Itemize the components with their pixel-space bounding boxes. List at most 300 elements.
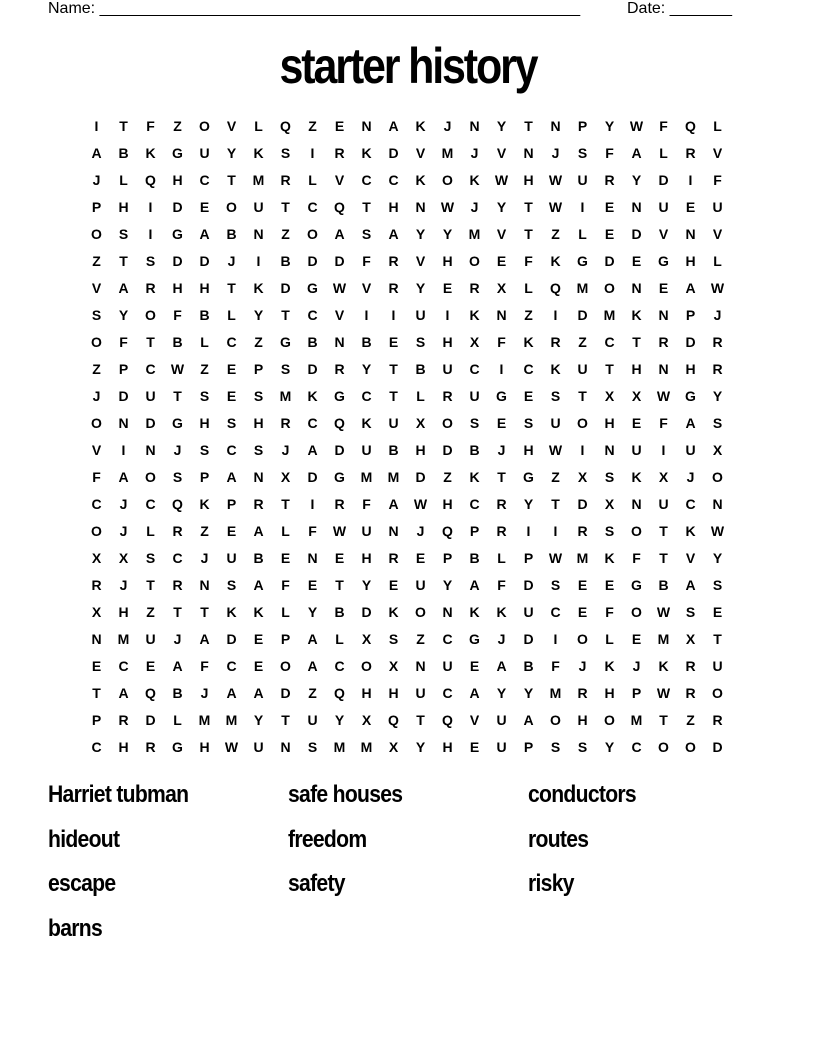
grid-letter: A: [469, 684, 480, 701]
grid-letter: Z: [578, 333, 587, 350]
grid-letter: X: [388, 738, 399, 755]
grid-letter: M: [198, 711, 211, 728]
grid-letter: U: [226, 549, 237, 566]
grid-letter: U: [145, 630, 156, 647]
grid-letter: A: [334, 225, 345, 242]
grid-letter: B: [172, 684, 183, 701]
grid-letter: C: [469, 360, 480, 377]
grid-letter: O: [145, 468, 156, 485]
grid-letter: H: [442, 333, 453, 350]
grid-letter: S: [145, 252, 156, 269]
grid-letter: T: [227, 171, 236, 188]
grid-letter: T: [281, 711, 290, 728]
grid-letter: E: [280, 549, 291, 566]
date-label: Date:: [627, 0, 666, 17]
grid-letter: D: [334, 441, 345, 458]
grid-letter: O: [604, 279, 615, 296]
grid-letter: T: [632, 333, 641, 350]
grid-letter: R: [388, 279, 399, 296]
grid-letter: C: [145, 360, 156, 377]
grid-letter: I: [553, 522, 558, 539]
grid-letter: R: [550, 333, 561, 350]
grid-letter: T: [524, 225, 533, 242]
grid-letter: Z: [416, 630, 425, 647]
grid-letter: E: [388, 576, 399, 593]
grid-letter: D: [280, 684, 291, 701]
grid-letter: L: [227, 306, 236, 323]
grid-letter: J: [470, 198, 479, 215]
grid-letter: U: [658, 495, 669, 512]
grid-letter: S: [307, 738, 318, 755]
grid-letter: G: [577, 252, 588, 269]
grid-letter: O: [577, 414, 588, 431]
grid-letter: D: [118, 387, 129, 404]
grid-letter: P: [199, 468, 210, 485]
grid-letter: B: [523, 657, 534, 674]
grid-letter: R: [118, 711, 129, 728]
grid-letter: X: [604, 495, 615, 512]
grid-letter: F: [497, 576, 506, 593]
grid-letter: M: [387, 468, 400, 485]
grid-letter: U: [712, 657, 723, 674]
grid-letter: U: [361, 522, 372, 539]
grid-letter: D: [388, 144, 399, 161]
grid-letter: Y: [253, 711, 264, 728]
grid-letter: M: [117, 630, 130, 647]
grid-letter: O: [280, 657, 291, 674]
grid-letter: S: [550, 387, 561, 404]
grid-letter: C: [145, 495, 156, 512]
grid-letter: V: [334, 171, 345, 188]
grid-letter: A: [523, 711, 534, 728]
grid-letter: U: [145, 387, 156, 404]
grid-letter: Y: [334, 711, 345, 728]
grid-letter: K: [469, 171, 480, 188]
grid-letter: H: [523, 441, 534, 458]
grid-letter: J: [416, 522, 425, 539]
grid-letter: R: [334, 495, 345, 512]
grid-letter: G: [496, 387, 507, 404]
grid-letter: E: [415, 549, 426, 566]
grid-letter: K: [253, 279, 264, 296]
grid-letter: E: [496, 252, 507, 269]
grid-letter: T: [713, 630, 722, 647]
grid-letter: T: [119, 117, 128, 134]
grid-letter: T: [362, 198, 371, 215]
grid-letter: R: [496, 495, 507, 512]
grid-letter: H: [415, 441, 426, 458]
grid-letter: U: [496, 738, 507, 755]
grid-letter: I: [391, 306, 396, 323]
grid-letter: A: [253, 684, 264, 701]
grid-letter: M: [225, 711, 238, 728]
grid-letter: H: [172, 171, 183, 188]
grid-letter: S: [604, 468, 615, 485]
grid-letter: J: [227, 252, 236, 269]
grid-letter: L: [254, 117, 263, 134]
grid-letter: O: [442, 171, 453, 188]
grid-letter: H: [199, 738, 210, 755]
grid-letter: R: [442, 387, 453, 404]
grid-letter: O: [685, 738, 696, 755]
grid-letter: K: [523, 333, 534, 350]
grid-letter: Y: [496, 198, 507, 215]
grid-letter: U: [496, 711, 507, 728]
grid-letter: W: [548, 198, 563, 215]
grid-letter: H: [172, 279, 183, 296]
grid-letter: Y: [712, 549, 723, 566]
grid-letter: O: [91, 522, 102, 539]
grid-letter: O: [631, 603, 642, 620]
grid-letter: F: [524, 252, 533, 269]
grid-letter: S: [226, 576, 237, 593]
grid-letter: W: [548, 549, 563, 566]
grid-letter: T: [173, 387, 182, 404]
grid-letter: B: [253, 549, 264, 566]
grid-letter: V: [712, 225, 723, 242]
grid-letter: Q: [172, 495, 183, 512]
grid-letter: T: [281, 495, 290, 512]
grid-letter: J: [497, 630, 506, 647]
word-bank-item: barns: [48, 914, 102, 942]
grid-letter: E: [442, 279, 453, 296]
grid-letter: U: [415, 306, 426, 323]
grid-letter: I: [580, 198, 585, 215]
grid-letter: L: [578, 225, 587, 242]
grid-letter: T: [146, 333, 155, 350]
grid-letter: B: [388, 441, 399, 458]
grid-letter: K: [469, 306, 480, 323]
grid-letter: P: [253, 360, 264, 377]
letter-grid: [83, 112, 731, 760]
grid-letter: N: [442, 603, 453, 620]
grid-letter: K: [469, 603, 480, 620]
grid-letter: U: [469, 387, 480, 404]
grid-letter: G: [172, 414, 183, 431]
grid-letter: T: [551, 495, 560, 512]
grid-letter: S: [604, 522, 615, 539]
grid-letter: H: [199, 279, 210, 296]
grid-letter: C: [226, 333, 237, 350]
grid-letter: N: [334, 333, 345, 350]
grid-letter: U: [712, 198, 723, 215]
grid-letter: E: [91, 657, 102, 674]
grid-letter: W: [656, 603, 671, 620]
grid-letter: C: [631, 738, 642, 755]
grid-letter: U: [658, 198, 669, 215]
grid-letter: O: [550, 711, 561, 728]
grid-letter: L: [335, 630, 344, 647]
grid-letter: X: [685, 630, 696, 647]
grid-letter: V: [334, 306, 345, 323]
grid-letter: A: [253, 522, 264, 539]
grid-letter: A: [199, 225, 210, 242]
grid-letter: Z: [92, 360, 101, 377]
grid-letter: N: [415, 198, 426, 215]
grid-letter: M: [657, 630, 670, 647]
grid-letter: O: [442, 414, 453, 431]
grid-letter: U: [361, 441, 372, 458]
grid-letter: A: [469, 576, 480, 593]
grid-letter: W: [413, 495, 428, 512]
grid-letter: V: [712, 144, 723, 161]
grid-letter: B: [118, 144, 129, 161]
grid-letter: U: [442, 657, 453, 674]
grid-letter: K: [604, 549, 615, 566]
grid-letter: G: [172, 738, 183, 755]
grid-letter: R: [334, 360, 345, 377]
grid-letter: J: [119, 495, 128, 512]
grid-letter: E: [631, 252, 642, 269]
grid-letter: S: [199, 387, 210, 404]
grid-letter: H: [118, 738, 129, 755]
grid-letter: L: [659, 144, 668, 161]
grid-letter: N: [91, 630, 102, 647]
grid-letter: O: [91, 333, 102, 350]
grid-letter: T: [335, 576, 344, 593]
grid-letter: U: [307, 711, 318, 728]
grid-letter: B: [307, 333, 318, 350]
grid-letter: I: [553, 630, 558, 647]
grid-letter: A: [631, 144, 642, 161]
grid-letter: R: [334, 144, 345, 161]
grid-letter: W: [440, 198, 455, 215]
grid-letter: I: [499, 360, 504, 377]
grid-letter: C: [307, 414, 318, 431]
grid-letter: D: [199, 252, 210, 269]
grid-letter: J: [497, 441, 506, 458]
grid-letter: A: [685, 414, 696, 431]
grid-letter: L: [281, 522, 290, 539]
grid-letter: R: [496, 522, 507, 539]
grid-letter: X: [415, 414, 426, 431]
grid-letter: L: [497, 549, 506, 566]
grid-letter: J: [470, 144, 479, 161]
grid-letter: O: [577, 630, 588, 647]
word-bank-item: risky: [528, 870, 574, 897]
grid-letter: H: [361, 549, 372, 566]
grid-letter: P: [280, 630, 291, 647]
grid-letter: Y: [631, 171, 642, 188]
grid-letter: Q: [388, 711, 399, 728]
grid-letter: Y: [253, 306, 264, 323]
grid-letter: N: [307, 549, 318, 566]
grid-letter: Z: [443, 468, 452, 485]
grid-letter: I: [553, 306, 558, 323]
grid-letter: I: [661, 441, 666, 458]
grid-letter: D: [577, 306, 588, 323]
date-field: [627, 0, 732, 18]
grid-letter: C: [91, 738, 102, 755]
grid-letter: R: [91, 576, 102, 593]
grid-letter: H: [199, 414, 210, 431]
grid-letter: X: [631, 387, 642, 404]
grid-letter: C: [307, 198, 318, 215]
grid-letter: N: [631, 198, 642, 215]
grid-letter: O: [712, 468, 723, 485]
grid-letter: B: [172, 333, 183, 350]
grid-letter: W: [170, 360, 185, 377]
grid-letter: K: [550, 252, 561, 269]
grid-letter: N: [523, 144, 534, 161]
grid-letter: A: [388, 495, 399, 512]
grid-letter: B: [199, 306, 210, 323]
grid-letter: E: [226, 360, 237, 377]
grid-letter: Y: [415, 279, 426, 296]
grid-letter: S: [199, 441, 210, 458]
grid-letter: F: [659, 414, 668, 431]
grid-letter: J: [92, 387, 101, 404]
grid-letter: D: [307, 252, 318, 269]
grid-letter: C: [226, 441, 237, 458]
grid-letter: Z: [686, 711, 695, 728]
grid-letter: T: [524, 117, 533, 134]
grid-letter: A: [118, 279, 129, 296]
grid-letter: K: [685, 522, 696, 539]
word-bank-item: freedom: [288, 825, 367, 853]
grid-letter: H: [442, 738, 453, 755]
grid-letter: C: [442, 684, 453, 701]
grid-letter: S: [685, 603, 696, 620]
grid-letter: C: [523, 360, 534, 377]
grid-letter: Q: [550, 279, 561, 296]
grid-letter: Y: [604, 117, 615, 134]
grid-letter: J: [119, 576, 128, 593]
grid-letter: B: [415, 360, 426, 377]
grid-letter: K: [496, 603, 507, 620]
grid-letter: V: [91, 441, 102, 458]
grid-letter: M: [630, 711, 643, 728]
grid-letter: S: [712, 576, 723, 593]
grid-letter: F: [632, 549, 641, 566]
grid-letter: Q: [442, 711, 453, 728]
grid-letter: Y: [118, 306, 129, 323]
grid-letter: T: [389, 387, 398, 404]
grid-letter: C: [199, 171, 210, 188]
grid-letter: K: [361, 414, 372, 431]
grid-letter: W: [548, 441, 563, 458]
grid-letter: V: [496, 225, 507, 242]
grid-letter: R: [712, 711, 723, 728]
grid-letter: K: [307, 387, 318, 404]
grid-letter: F: [308, 522, 317, 539]
grid-letter: S: [145, 549, 156, 566]
grid-letter: Z: [146, 603, 155, 620]
grid-letter: D: [361, 603, 372, 620]
grid-letter: Y: [604, 738, 615, 755]
grid-letter: S: [523, 414, 534, 431]
word-bank: [48, 778, 768, 956]
grid-letter: N: [199, 576, 210, 593]
grid-letter: I: [310, 144, 315, 161]
grid-letter: J: [200, 684, 209, 701]
grid-letter: V: [361, 279, 372, 296]
grid-letter: P: [91, 711, 102, 728]
grid-letter: I: [688, 171, 693, 188]
grid-letter: E: [307, 576, 318, 593]
grid-letter: O: [307, 225, 318, 242]
word-bank-item: routes: [528, 825, 589, 853]
grid-letter: O: [226, 198, 237, 215]
grid-letter: F: [173, 306, 182, 323]
grid-letter: W: [710, 279, 725, 296]
grid-letter: A: [172, 657, 183, 674]
grid-letter: D: [523, 576, 534, 593]
grid-letter: L: [308, 171, 317, 188]
grid-letter: Q: [334, 684, 345, 701]
grid-letter: S: [280, 144, 291, 161]
grid-letter: E: [577, 576, 588, 593]
grid-letter: A: [388, 225, 399, 242]
grid-letter: X: [577, 468, 588, 485]
grid-letter: B: [334, 603, 345, 620]
grid-letter: K: [145, 144, 156, 161]
grid-letter: H: [685, 360, 696, 377]
grid-letter: X: [469, 333, 480, 350]
grid-letter: P: [226, 495, 237, 512]
grid-letter: Y: [523, 684, 534, 701]
grid-letter: C: [604, 333, 615, 350]
grid-letter: S: [172, 468, 183, 485]
grid-letter: N: [469, 117, 480, 134]
grid-letter: I: [148, 198, 153, 215]
grid-letter: D: [658, 171, 669, 188]
grid-letter: Z: [308, 684, 317, 701]
grid-letter: G: [172, 144, 183, 161]
grid-letter: B: [361, 333, 372, 350]
grid-letter: N: [550, 117, 561, 134]
grid-letter: Y: [442, 225, 453, 242]
grid-letter: K: [469, 468, 480, 485]
grid-letter: U: [199, 144, 210, 161]
grid-letter: K: [658, 657, 669, 674]
grid-letter: T: [659, 549, 668, 566]
grid-letter: E: [334, 117, 345, 134]
grid-letter: R: [172, 522, 183, 539]
grid-letter: D: [523, 630, 534, 647]
grid-letter: X: [91, 603, 102, 620]
grid-letter: X: [658, 468, 669, 485]
grid-letter: D: [145, 711, 156, 728]
grid-letter: D: [172, 198, 183, 215]
grid-letter: X: [604, 387, 615, 404]
grid-letter: I: [256, 252, 261, 269]
grid-letter: W: [224, 738, 239, 755]
grid-letter: N: [631, 279, 642, 296]
grid-letter: J: [173, 630, 182, 647]
grid-letter: H: [442, 252, 453, 269]
grid-letter: D: [172, 252, 183, 269]
grid-letter: Y: [361, 360, 372, 377]
grid-letter: I: [121, 441, 126, 458]
grid-letter: E: [226, 522, 237, 539]
grid-letter: I: [310, 495, 315, 512]
grid-letter: W: [332, 522, 347, 539]
grid-letter: A: [253, 576, 264, 593]
grid-letter: E: [226, 387, 237, 404]
grid-letter: W: [656, 684, 671, 701]
grid-letter: I: [364, 306, 369, 323]
grid-letter: F: [281, 576, 290, 593]
grid-letter: A: [91, 144, 102, 161]
grid-letter: Y: [361, 576, 372, 593]
grid-letter: C: [550, 603, 561, 620]
grid-letter: R: [388, 549, 399, 566]
grid-letter: W: [332, 279, 347, 296]
grid-letter: P: [523, 738, 534, 755]
word-bank-item: safe houses: [288, 781, 403, 808]
grid-letter: T: [281, 306, 290, 323]
